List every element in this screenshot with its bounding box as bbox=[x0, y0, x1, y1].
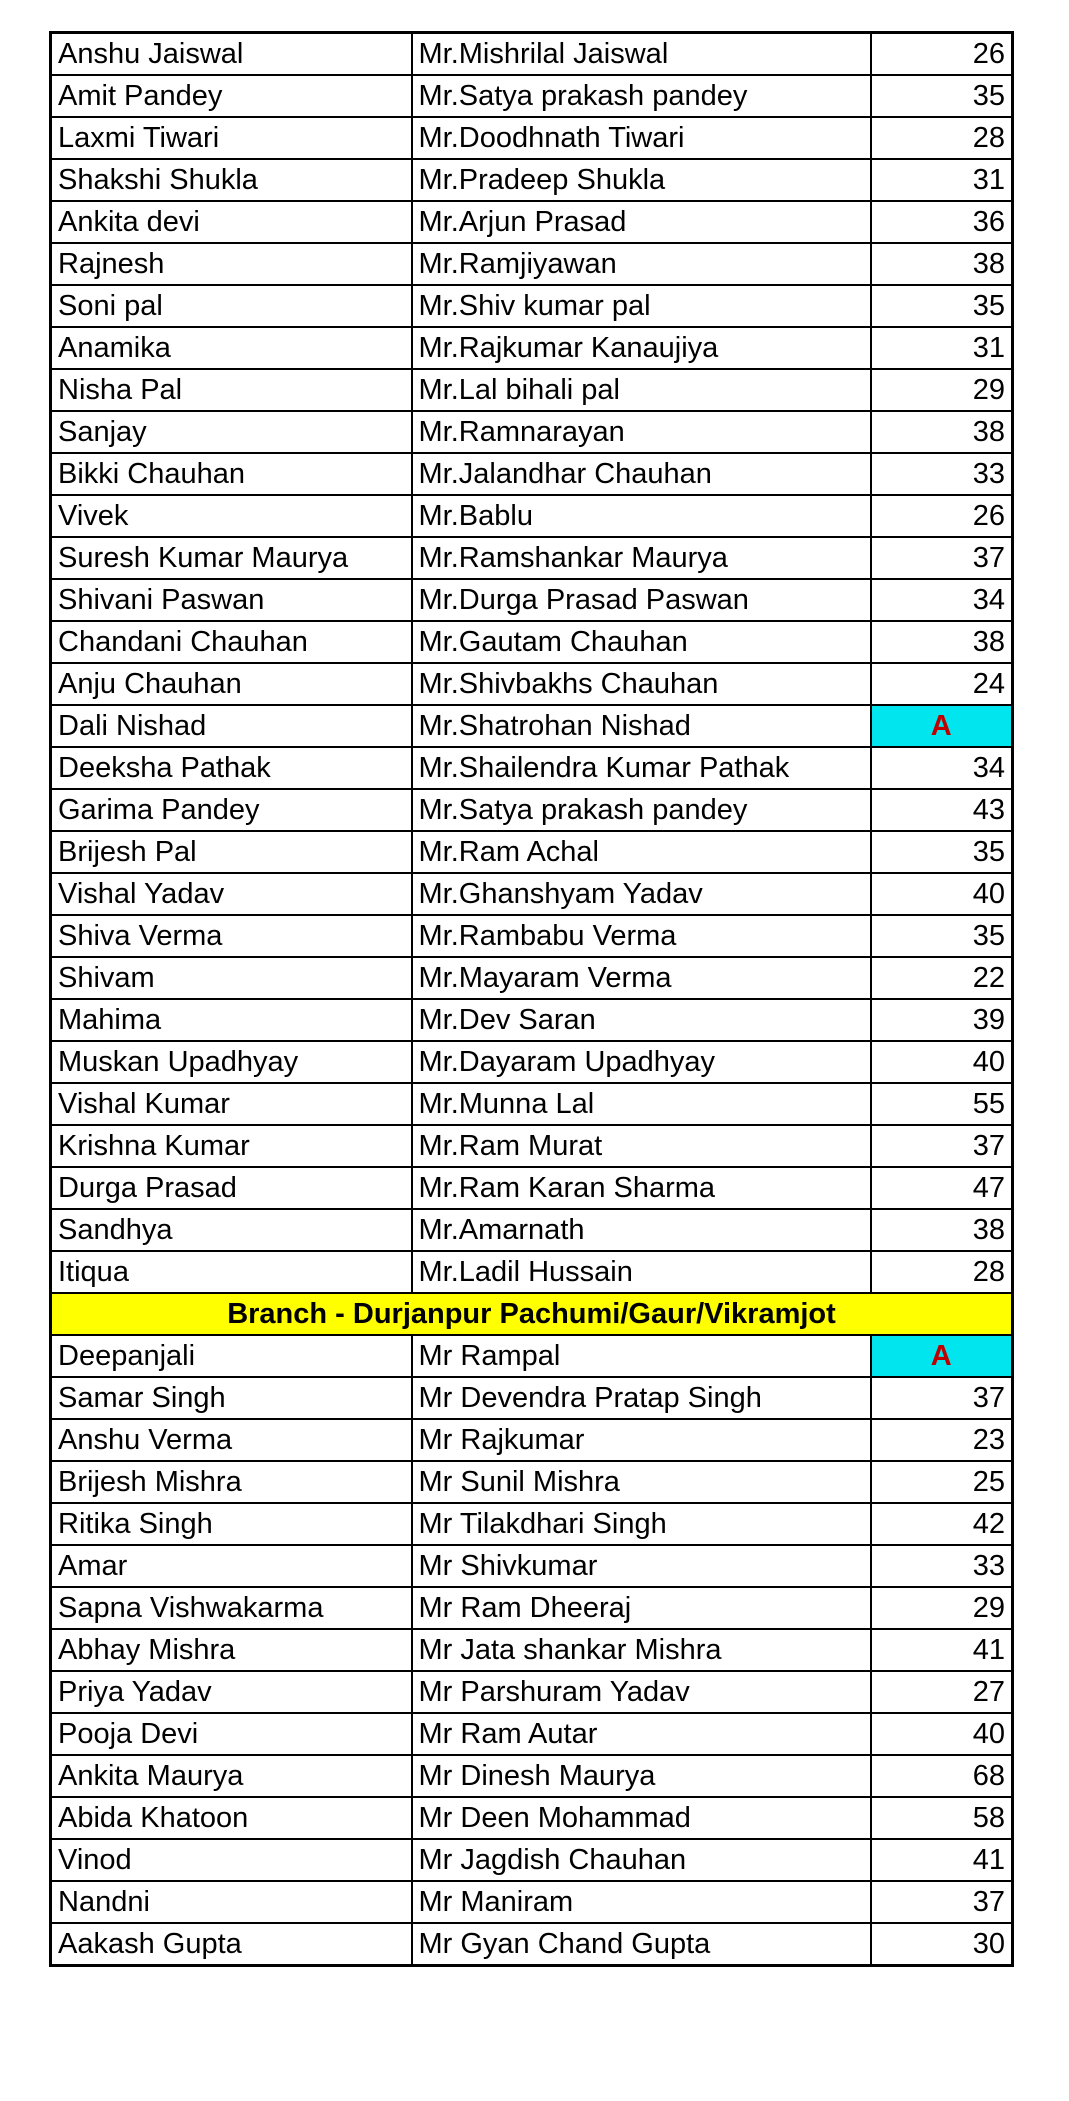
father-name-cell: Mr Tilakdhari Singh bbox=[412, 1503, 871, 1545]
marks-cell: 38 bbox=[871, 621, 1013, 663]
student-name-cell: Krishna Kumar bbox=[51, 1125, 412, 1167]
marks-cell: 35 bbox=[871, 75, 1013, 117]
father-name-cell: Mr.Rajkumar Kanaujiya bbox=[412, 327, 871, 369]
father-name-cell: Mr.Ramshankar Maurya bbox=[412, 537, 871, 579]
marks-cell: 58 bbox=[871, 1797, 1013, 1839]
student-name-cell: Amit Pandey bbox=[51, 75, 412, 117]
student-name-cell: Vinod bbox=[51, 1839, 412, 1881]
table-row bbox=[51, 1923, 1013, 1966]
student-name-cell: Ankita Maurya bbox=[51, 1755, 412, 1797]
marks-table bbox=[49, 31, 1014, 1967]
father-name-cell: Mr.Ram Karan Sharma bbox=[412, 1167, 871, 1209]
student-name-cell: Ritika Singh bbox=[51, 1503, 412, 1545]
student-name-cell: Sapna Vishwakarma bbox=[51, 1587, 412, 1629]
student-name-cell: Soni pal bbox=[51, 285, 412, 327]
marks-cell: 28 bbox=[871, 1251, 1013, 1293]
student-name-cell: Nandni bbox=[51, 1881, 412, 1923]
father-name-cell: Mr Rajkumar bbox=[412, 1419, 871, 1461]
marks-cell: 41 bbox=[871, 1629, 1013, 1671]
father-name-cell: Mr Dinesh Maurya bbox=[412, 1755, 871, 1797]
student-name-cell: Abida Khatoon bbox=[51, 1797, 412, 1839]
table-row bbox=[51, 1671, 1013, 1713]
table-row bbox=[51, 1335, 1013, 1377]
marks-cell: 35 bbox=[871, 285, 1013, 327]
student-name-cell: Dali Nishad bbox=[51, 705, 412, 747]
marks-cell: 55 bbox=[871, 1083, 1013, 1125]
table-row bbox=[51, 999, 1013, 1041]
table-row bbox=[51, 621, 1013, 663]
father-name-cell: Mr Maniram bbox=[412, 1881, 871, 1923]
student-name-cell: Abhay Mishra bbox=[51, 1629, 412, 1671]
marks-cell: 34 bbox=[871, 747, 1013, 789]
father-name-cell: Mr Parshuram Yadav bbox=[412, 1671, 871, 1713]
absent-marker-cell: A bbox=[871, 1335, 1013, 1377]
table-row bbox=[51, 1587, 1013, 1629]
absent-marker-cell: A bbox=[871, 705, 1013, 747]
marks-cell: 40 bbox=[871, 873, 1013, 915]
student-name-cell: Itiqua bbox=[51, 1251, 412, 1293]
table-row bbox=[51, 1377, 1013, 1419]
table-row bbox=[51, 1419, 1013, 1461]
father-name-cell: Mr.Amarnath bbox=[412, 1209, 871, 1251]
table-row bbox=[51, 1545, 1013, 1587]
table-row bbox=[51, 327, 1013, 369]
father-name-cell: Mr Devendra Pratap Singh bbox=[412, 1377, 871, 1419]
student-name-cell: Anshu Verma bbox=[51, 1419, 412, 1461]
student-name-cell: Shakshi Shukla bbox=[51, 159, 412, 201]
student-name-cell: Vishal Kumar bbox=[51, 1083, 412, 1125]
student-name-cell: Anju Chauhan bbox=[51, 663, 412, 705]
table-row bbox=[51, 1839, 1013, 1881]
father-name-cell: Mr.Pradeep Shukla bbox=[412, 159, 871, 201]
father-name-cell: Mr.Gautam Chauhan bbox=[412, 621, 871, 663]
marks-cell: 42 bbox=[871, 1503, 1013, 1545]
student-name-cell: Nisha Pal bbox=[51, 369, 412, 411]
student-name-cell: Brijesh Pal bbox=[51, 831, 412, 873]
table-row bbox=[51, 1797, 1013, 1839]
father-name-cell: Mr.Dayaram Upadhyay bbox=[412, 1041, 871, 1083]
father-name-cell: Mr Rampal bbox=[412, 1335, 871, 1377]
table-row bbox=[51, 537, 1013, 579]
branch-title: Branch - Durjanpur Pachumi/Gaur/Vikramjot bbox=[51, 1293, 1013, 1335]
student-name-cell: Anshu Jaiswal bbox=[51, 33, 412, 76]
father-name-cell: Mr Jagdish Chauhan bbox=[412, 1839, 871, 1881]
student-name-cell: Vishal Yadav bbox=[51, 873, 412, 915]
table-row bbox=[51, 1713, 1013, 1755]
marks-cell: 40 bbox=[871, 1713, 1013, 1755]
father-name-cell: Mr.Mayaram Verma bbox=[412, 957, 871, 999]
student-name-cell: Sandhya bbox=[51, 1209, 412, 1251]
table-row bbox=[51, 663, 1013, 705]
table-row bbox=[51, 1881, 1013, 1923]
marks-cell: 68 bbox=[871, 1755, 1013, 1797]
marks-cell: 28 bbox=[871, 117, 1013, 159]
student-name-cell: Bikki Chauhan bbox=[51, 453, 412, 495]
marks-cell: 31 bbox=[871, 327, 1013, 369]
father-name-cell: Mr.Shivbakhs Chauhan bbox=[412, 663, 871, 705]
table-row bbox=[51, 1503, 1013, 1545]
table-row bbox=[51, 1209, 1013, 1251]
student-name-cell: Shivani Paswan bbox=[51, 579, 412, 621]
table-row bbox=[51, 495, 1013, 537]
student-name-cell: Priya Yadav bbox=[51, 1671, 412, 1713]
marks-cell: 29 bbox=[871, 369, 1013, 411]
student-name-cell: Sanjay bbox=[51, 411, 412, 453]
student-name-cell: Samar Singh bbox=[51, 1377, 412, 1419]
table-row bbox=[51, 159, 1013, 201]
marks-cell: 33 bbox=[871, 453, 1013, 495]
table-row bbox=[51, 705, 1013, 747]
table-row bbox=[51, 1755, 1013, 1797]
marks-cell: 38 bbox=[871, 1209, 1013, 1251]
father-name-cell: Mr.Bablu bbox=[412, 495, 871, 537]
student-name-cell: Shiva Verma bbox=[51, 915, 412, 957]
marks-cell: 29 bbox=[871, 1587, 1013, 1629]
father-name-cell: Mr Sunil Mishra bbox=[412, 1461, 871, 1503]
table-row bbox=[51, 747, 1013, 789]
father-name-cell: Mr Jata shankar Mishra bbox=[412, 1629, 871, 1671]
marks-cell: 37 bbox=[871, 1881, 1013, 1923]
father-name-cell: Mr Gyan Chand Gupta bbox=[412, 1923, 871, 1966]
father-name-cell: Mr.Ramnarayan bbox=[412, 411, 871, 453]
student-name-cell: Brijesh Mishra bbox=[51, 1461, 412, 1503]
table-row bbox=[51, 1251, 1013, 1293]
table-row bbox=[51, 369, 1013, 411]
marks-cell: 47 bbox=[871, 1167, 1013, 1209]
student-name-cell: Laxmi Tiwari bbox=[51, 117, 412, 159]
table-row bbox=[51, 789, 1013, 831]
marks-cell: 38 bbox=[871, 243, 1013, 285]
marks-cell: 24 bbox=[871, 663, 1013, 705]
father-name-cell: Mr.Mishrilal Jaiswal bbox=[412, 33, 871, 76]
student-name-cell: Anamika bbox=[51, 327, 412, 369]
student-name-cell: Mahima bbox=[51, 999, 412, 1041]
father-name-cell: Mr Deen Mohammad bbox=[412, 1797, 871, 1839]
marks-cell: 25 bbox=[871, 1461, 1013, 1503]
marks-cell: 33 bbox=[871, 1545, 1013, 1587]
marks-cell: 23 bbox=[871, 1419, 1013, 1461]
marks-cell: 35 bbox=[871, 915, 1013, 957]
student-name-cell: Chandani Chauhan bbox=[51, 621, 412, 663]
father-name-cell: Mr.Ram Achal bbox=[412, 831, 871, 873]
table-row bbox=[51, 1461, 1013, 1503]
table-row bbox=[51, 117, 1013, 159]
table-row bbox=[51, 201, 1013, 243]
table-row bbox=[51, 243, 1013, 285]
branch-header-row bbox=[51, 1293, 1013, 1335]
student-name-cell: Deepanjali bbox=[51, 1335, 412, 1377]
father-name-cell: Mr Ram Autar bbox=[412, 1713, 871, 1755]
father-name-cell: Mr.Satya prakash pandey bbox=[412, 789, 871, 831]
marks-cell: 30 bbox=[871, 1923, 1013, 1966]
student-name-cell: Ankita devi bbox=[51, 201, 412, 243]
student-name-cell: Rajnesh bbox=[51, 243, 412, 285]
table-row bbox=[51, 33, 1013, 76]
father-name-cell: Mr Ram Dheeraj bbox=[412, 1587, 871, 1629]
marks-cell: 22 bbox=[871, 957, 1013, 999]
marks-cell: 41 bbox=[871, 1839, 1013, 1881]
table-row bbox=[51, 831, 1013, 873]
student-name-cell: Muskan Upadhyay bbox=[51, 1041, 412, 1083]
student-name-cell: Shivam bbox=[51, 957, 412, 999]
marks-cell: 35 bbox=[871, 831, 1013, 873]
student-name-cell: Garima Pandey bbox=[51, 789, 412, 831]
table-body bbox=[51, 33, 1013, 1966]
marks-cell: 26 bbox=[871, 33, 1013, 76]
student-name-cell: Suresh Kumar Maurya bbox=[51, 537, 412, 579]
father-name-cell: Mr.Ramjiyawan bbox=[412, 243, 871, 285]
student-name-cell: Aakash Gupta bbox=[51, 1923, 412, 1966]
marks-cell: 39 bbox=[871, 999, 1013, 1041]
father-name-cell: Mr.Jalandhar Chauhan bbox=[412, 453, 871, 495]
father-name-cell: Mr.Ladil Hussain bbox=[412, 1251, 871, 1293]
student-name-cell: Vivek bbox=[51, 495, 412, 537]
table-row bbox=[51, 915, 1013, 957]
marks-cell: 40 bbox=[871, 1041, 1013, 1083]
marks-cell: 43 bbox=[871, 789, 1013, 831]
student-name-cell: Deeksha Pathak bbox=[51, 747, 412, 789]
table-row bbox=[51, 75, 1013, 117]
father-name-cell: Mr.Durga Prasad Paswan bbox=[412, 579, 871, 621]
father-name-cell: Mr.Lal bihali pal bbox=[412, 369, 871, 411]
student-name-cell: Amar bbox=[51, 1545, 412, 1587]
marks-cell: 37 bbox=[871, 537, 1013, 579]
table-row bbox=[51, 411, 1013, 453]
student-name-cell: Durga Prasad bbox=[51, 1167, 412, 1209]
marks-cell: 31 bbox=[871, 159, 1013, 201]
father-name-cell: Mr.Shatrohan Nishad bbox=[412, 705, 871, 747]
table-row bbox=[51, 579, 1013, 621]
table-row bbox=[51, 1629, 1013, 1671]
marks-cell: 37 bbox=[871, 1377, 1013, 1419]
marks-cell: 34 bbox=[871, 579, 1013, 621]
father-name-cell: Mr.Ghanshyam Yadav bbox=[412, 873, 871, 915]
father-name-cell: Mr.Satya prakash pandey bbox=[412, 75, 871, 117]
father-name-cell: Mr.Ram Murat bbox=[412, 1125, 871, 1167]
father-name-cell: Mr.Munna Lal bbox=[412, 1083, 871, 1125]
marks-cell: 38 bbox=[871, 411, 1013, 453]
father-name-cell: Mr.Shiv kumar pal bbox=[412, 285, 871, 327]
marks-cell: 26 bbox=[871, 495, 1013, 537]
table-row bbox=[51, 873, 1013, 915]
student-name-cell: Pooja Devi bbox=[51, 1713, 412, 1755]
father-name-cell: Mr.Dev Saran bbox=[412, 999, 871, 1041]
father-name-cell: Mr Shivkumar bbox=[412, 1545, 871, 1587]
marks-cell: 37 bbox=[871, 1125, 1013, 1167]
father-name-cell: Mr.Shailendra Kumar Pathak bbox=[412, 747, 871, 789]
table-row bbox=[51, 957, 1013, 999]
table-row bbox=[51, 1041, 1013, 1083]
table-row bbox=[51, 285, 1013, 327]
table-row bbox=[51, 453, 1013, 495]
marks-cell: 36 bbox=[871, 201, 1013, 243]
father-name-cell: Mr.Doodhnath Tiwari bbox=[412, 117, 871, 159]
father-name-cell: Mr.Rambabu Verma bbox=[412, 915, 871, 957]
table-row bbox=[51, 1167, 1013, 1209]
table-row bbox=[51, 1125, 1013, 1167]
father-name-cell: Mr.Arjun Prasad bbox=[412, 201, 871, 243]
marks-cell: 27 bbox=[871, 1671, 1013, 1713]
table-row bbox=[51, 1083, 1013, 1125]
